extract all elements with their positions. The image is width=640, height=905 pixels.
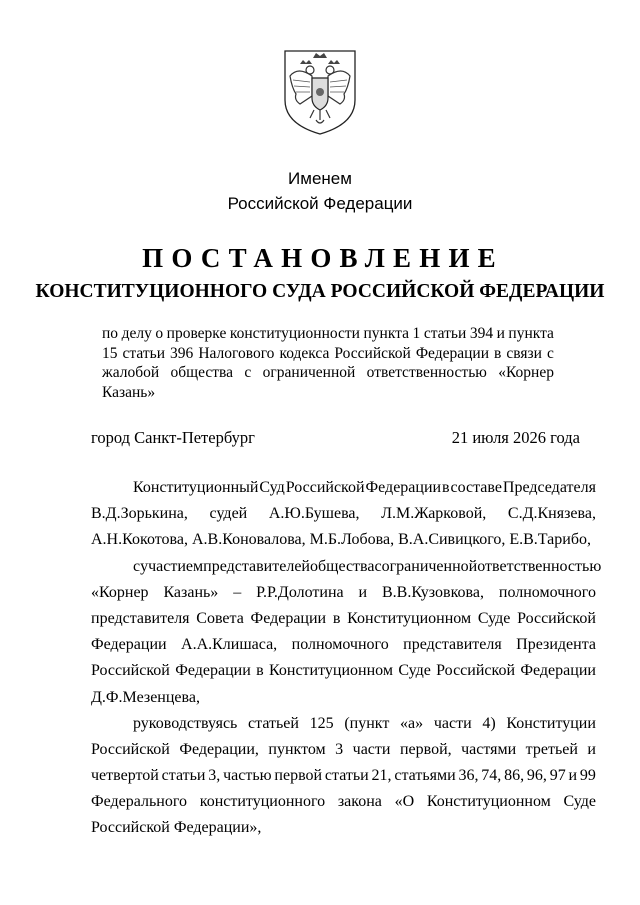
- word: в: [442, 479, 450, 496]
- word: статьей: [248, 714, 299, 732]
- word: –: [233, 583, 242, 601]
- header-line-1: Именем: [288, 169, 352, 188]
- word: Российской: [285, 479, 365, 496]
- word: судей: [209, 505, 248, 523]
- body-line: [91, 501, 596, 527]
- word: Федерации: [250, 609, 327, 627]
- word: 86,: [504, 767, 525, 785]
- word: и: [587, 740, 596, 758]
- word: Р.Р.Долотина: [256, 583, 344, 601]
- word: 21,: [371, 767, 392, 785]
- word: и: [496, 325, 505, 342]
- case-line: [102, 383, 554, 403]
- word: в: [332, 609, 341, 627]
- word: Федерального: [91, 793, 188, 811]
- word: Российской: [436, 662, 516, 680]
- body-line: [91, 475, 596, 501]
- word: ограниченной: [262, 364, 356, 381]
- word: полномочного: [291, 636, 389, 654]
- word: с: [244, 364, 252, 381]
- word: 97: [549, 767, 566, 785]
- word: Российской: [334, 344, 411, 362]
- word: Федерации,: [179, 740, 259, 758]
- word: 396: [170, 344, 194, 362]
- word: делу: [121, 325, 152, 342]
- word: первой,: [399, 740, 452, 758]
- word: (пункт: [344, 714, 390, 732]
- word: жалобой: [102, 364, 160, 381]
- word: А.А.Клишаса,: [181, 636, 278, 654]
- word: 3,: [208, 767, 221, 785]
- word: 125: [309, 714, 334, 732]
- word: Д.Ф.Мезенцева,: [91, 688, 200, 706]
- word: пунктом: [268, 740, 326, 758]
- word: статьи: [423, 325, 467, 342]
- word: пункта: [508, 325, 554, 342]
- word: «Корнер: [91, 583, 149, 601]
- word: Председателя: [502, 479, 596, 496]
- place: город Санкт-Петербург: [91, 428, 255, 447]
- word: Федерации: [91, 636, 167, 654]
- word: конституционности: [229, 325, 360, 342]
- word: 96,: [526, 767, 547, 785]
- word: Конституционный: [133, 479, 259, 496]
- body-line: [91, 606, 596, 632]
- word: четвертой: [91, 767, 159, 785]
- word: первой: [274, 767, 323, 785]
- word: участием: [140, 557, 204, 575]
- body-line: [91, 711, 596, 737]
- word: 4): [482, 714, 496, 732]
- word: общества: [309, 557, 375, 575]
- word: Суде: [563, 793, 596, 811]
- word: Налогового: [198, 344, 275, 362]
- word: С.Д.Князева,: [507, 505, 596, 523]
- word: Конституционном: [426, 793, 551, 811]
- word: общества: [170, 364, 234, 381]
- body-line: [91, 527, 596, 553]
- word: Л.М.Жарковой,: [381, 505, 487, 523]
- word: кодекса: [279, 344, 330, 362]
- word: ответственностью: [477, 557, 602, 575]
- word: А.Н.Кокотова, А.В.Коновалова, М.Б.Лобова, В.А.Сивицкого, Е.В.Тарибо,: [91, 531, 591, 549]
- word: Российской: [91, 740, 170, 758]
- word: 99: [579, 767, 596, 785]
- word: представителей: [203, 557, 310, 575]
- word: ответственностью: [366, 364, 487, 381]
- word: по: [102, 325, 119, 342]
- word: руководствуясь: [133, 714, 238, 732]
- body-line: [91, 658, 596, 684]
- word: 394: [469, 325, 494, 342]
- word: статьи: [324, 767, 369, 785]
- word: составе: [450, 479, 502, 496]
- word: Российской Федерации»,: [91, 819, 262, 837]
- word: с: [546, 344, 554, 362]
- word: Конституционном: [269, 662, 393, 680]
- word: в: [256, 662, 264, 680]
- word: и: [358, 583, 368, 601]
- word: Федерации: [520, 662, 596, 680]
- word: Суде: [398, 662, 431, 680]
- word: статьи: [122, 344, 165, 362]
- word: 74,: [481, 767, 502, 785]
- word: Конституции: [506, 714, 596, 732]
- word: 15: [102, 344, 118, 362]
- word: представителя: [91, 609, 190, 627]
- word: Суд: [259, 479, 285, 496]
- word: Казань»: [102, 383, 156, 401]
- body-line: [91, 763, 596, 789]
- word: Казань»: [163, 583, 219, 601]
- word: 36,: [458, 767, 479, 785]
- body-line: [91, 685, 596, 711]
- word: частями: [461, 740, 517, 758]
- word: проверке: [166, 325, 227, 342]
- word: третьей: [525, 740, 578, 758]
- body-line: [91, 632, 596, 658]
- word: связи: [506, 344, 542, 362]
- word: статьями: [394, 767, 456, 785]
- word: Федерации: [415, 344, 490, 362]
- case-line: [102, 324, 554, 344]
- body-line: [91, 580, 596, 606]
- word: с: [374, 557, 382, 575]
- word: В.Д.Зорькина,: [91, 505, 188, 523]
- word: Суде: [477, 609, 511, 627]
- document-title: ПОСТАНОВЛЕНИЕ: [142, 243, 504, 273]
- body-line: [91, 554, 602, 580]
- case-description: [102, 324, 554, 402]
- word: Конституционном: [347, 609, 472, 627]
- word: части: [352, 740, 391, 758]
- word: А.Ю.Бушева,: [268, 505, 360, 523]
- word: Федерации: [175, 662, 251, 680]
- state-emblem-icon: [282, 48, 358, 136]
- word: пункта: [363, 325, 409, 342]
- word: частью: [223, 767, 272, 785]
- word: 1: [412, 325, 421, 342]
- word: закона: [337, 793, 382, 811]
- word: и: [568, 767, 578, 785]
- word: 3: [335, 740, 344, 758]
- word: ограниченной: [381, 557, 478, 575]
- word: «а»: [400, 714, 424, 732]
- word: Президента: [516, 636, 596, 654]
- word: Федерации: [365, 479, 442, 496]
- body-line: [91, 815, 596, 841]
- word: Совета: [196, 609, 244, 627]
- case-line: [102, 344, 554, 364]
- document-subtitle: КОНСТИТУЦИОННОГО СУДА РОССИЙСКОЙ ФЕДЕРАЦИИ: [35, 281, 605, 302]
- word: статьи: [161, 767, 206, 785]
- date: 21 июля 2026 года: [451, 428, 580, 447]
- word: Российской: [517, 609, 596, 627]
- word: полномочного: [498, 583, 596, 601]
- word: Российской: [91, 662, 170, 680]
- case-line: [102, 363, 554, 383]
- word: В.В.Кузовкова,: [381, 583, 484, 601]
- body-text: [91, 475, 602, 842]
- word: в: [494, 344, 502, 362]
- header-line-2: Российской Федерации: [227, 194, 413, 213]
- word: представителя: [403, 636, 502, 654]
- word: «Корнер: [498, 364, 554, 381]
- word: части: [433, 714, 472, 732]
- body-line: [91, 789, 596, 815]
- word: с: [133, 557, 141, 575]
- word: конституционного: [199, 793, 326, 811]
- word: о: [155, 325, 164, 342]
- word: «О: [394, 793, 415, 811]
- body-line: [91, 737, 596, 763]
